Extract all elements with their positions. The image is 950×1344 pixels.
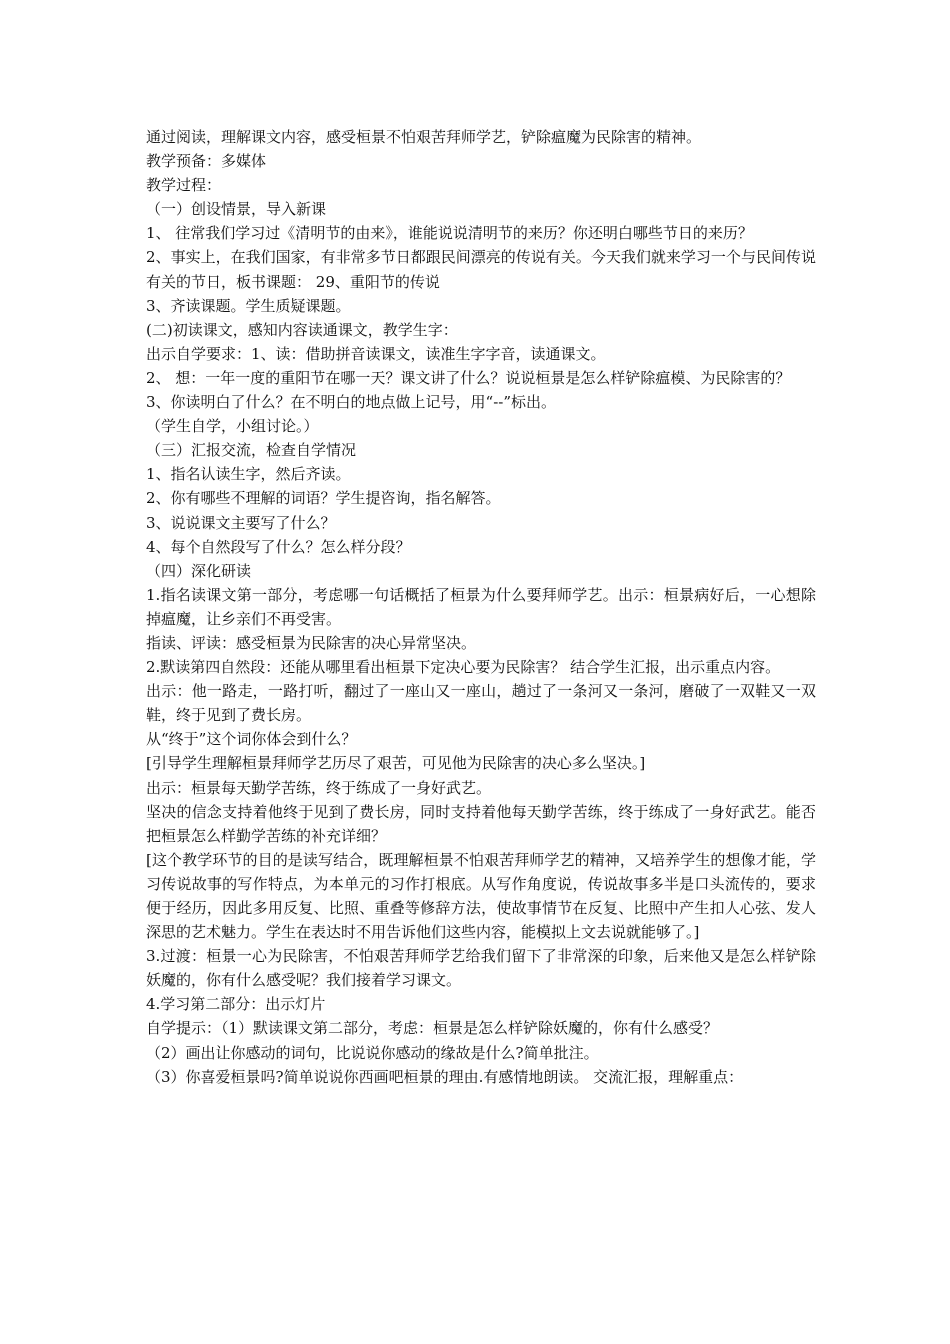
paragraph: 3、齐读课题。学生质疑课题。 [146, 296, 351, 315]
paragraph: 出示：他一路走，一路打听，翻过了一座山又一座山，趟过了一条河又一条河，磨破了一双鞋又一双鞋，终于见到了费长房。 [146, 682, 816, 725]
paragraph-objective: 通过阅读，理解课文内容，感受桓景不怕艰苦拜师学艺，铲除瘟魔为民除害的精神。 [146, 128, 702, 146]
paragraph: 2、你有哪些不理解的词语？学生提咨询，指名解答。 [146, 489, 501, 508]
section-heading-3: （三）汇报交流，检查自学情况 [146, 441, 357, 460]
section-heading-2: (二)初读课文，感知内容读通课文，教学生字： [146, 320, 458, 339]
section-heading-4: （四）深化研读 [146, 561, 252, 580]
paragraph: 2.默读第四自然段：还能从哪里看出桓景下定决心要为民除害？ 结合学生汇报，出示重点内容。 [146, 658, 781, 677]
paragraph: 出示：桓景每天勤学苦练，终于练成了一身好武艺。 [146, 778, 492, 797]
paragraph: 4.学习第二部分：出示灯片 [146, 995, 326, 1014]
paragraph: [引导学生理解桓景拜师学艺历尽了艰苦，可见他为民除害的决心多么坚决。] [146, 754, 646, 773]
paragraph: 3、说说课文主要写了什么？ [146, 513, 336, 532]
paragraph: 3.过渡：桓景一心为民除害，不怕艰苦拜师学艺给我们留下了非常深的印象，后来他又是怎么样铲除妖魔的，你有什么感受呢？我们接着学习课文。 [146, 947, 816, 990]
paragraph-process-heading: 教学过程： [146, 176, 222, 195]
paragraph: 坚决的信念支持着他终于见到了费长房，同时支持着他每天勤学苦练，终于练成了一身好武艺。能否把桓景怎么样勤学苦练的补充详细？ [146, 802, 816, 845]
paragraph: （学生自学，小组讨论。） [146, 417, 319, 436]
paragraph: （2）画出让你感动的词句，比说说你感动的缘故是什么?简单批注。 [146, 1043, 599, 1062]
paragraph: 4、每个自然段写了什么？怎么样分段？ [146, 537, 411, 556]
section-heading-1: （一）创设情景，导入新课 [146, 200, 327, 219]
paragraph: [这个教学环节的目的是读写结合，既理解桓景不怕艰苦拜师学艺的精神，又培养学生的想像才能，学习传说故事的写作特点，为本单元的习作打根底。从写作角度说，传说故事多半是口头流传的，要求便于经历，因此多用反复、比照、重叠等修辞方法，使故事情节在反复、比照中产生扣人心弦、发人深思的艺术魅力。学生在表达时不用告诉他们这些内容，能模拟上文去说就能够了。] [146, 850, 816, 942]
paragraph: 指读、评读：感受桓景为民除害的决心异常坚决。 [146, 633, 477, 652]
paragraph: 3、你读明白了什么？在不明白的地点做上记号，用“--”标出。 [146, 393, 557, 412]
paragraph: 2、事实上，在我们国家，有非常多节日都跟民间漂亮的传说有关。今天我们就来学习一个与民间传说有关的节日，板书课题： 29、重阳节的传说 [146, 248, 816, 291]
paragraph: 1.指名读课文第一部分，考虑哪一句话概括了桓景为什么要拜师学艺。出示：桓景病好后，一心想除掉瘟魔，让乡亲们不再受害。 [146, 585, 816, 628]
paragraph: 从“终于”这个词你体会到什么？ [146, 730, 357, 749]
paragraph: （3）你喜爱桓景吗?简单说说你西画吧桓景的理由.有感情地朗读。 交流汇报，理解重点： [146, 1067, 744, 1086]
paragraph: 自学提示：（1）默读课文第二部分，考虑：桓景是怎么样铲除妖魔的，你有什么感受？ [146, 1019, 719, 1038]
paragraph: 1、 往常我们学习过《清明节的由来》，谁能说说清明节的来历？你还明白哪些节日的来历？ [146, 224, 753, 243]
paragraph: 出示自学要求：1、读：借助拼音读课文，读准生字字音，读通课文。 [146, 344, 606, 363]
paragraph: 1、指名认读生字，然后齐读。 [146, 465, 351, 484]
document-body [146, 125, 816, 1089]
paragraph-preparation: 教学预备：多媒体 [146, 152, 267, 171]
paragraph: 2、 想：一年一度的重阳节在哪一天？课文讲了什么？说说桓景是怎么样铲除瘟模、为民除害的？ [146, 368, 791, 387]
